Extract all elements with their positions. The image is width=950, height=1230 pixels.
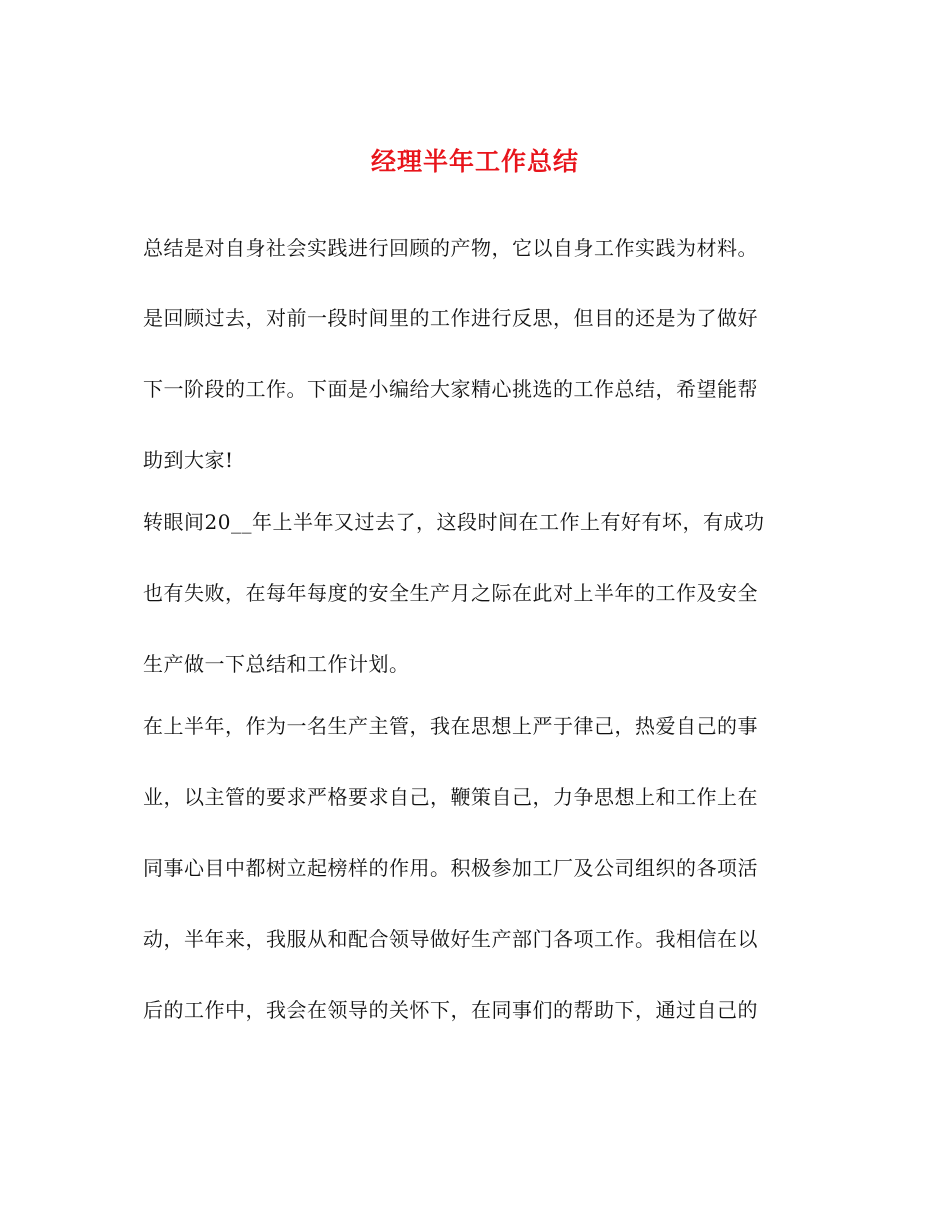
paragraph-line-3: 下一阶段的工作。下面是小编给大家精心挑选的工作总结，希望能帮 [143,377,758,401]
paragraph-line-1: 总结是对自身社会实践进行回顾的产物，它以自身工作实践为材料。 [143,236,758,260]
paragraph-line-11: 动，半年来，我服从和配合领导做好生产部门各项工作。我相信在以 [143,927,758,951]
paragraph-line-8: 在上半年，作为一名生产主管，我在思想上严于律己，热爱自己的事 [143,714,758,738]
paragraph-line-4: 助到大家! [143,448,234,472]
paragraph-line-2: 是回顾过去，对前一段时间里的工作进行反思，但目的还是为了做好 [143,306,758,330]
paragraph-line-12: 后的工作中，我会在领导的关怀下，在同事们的帮助下，通过自己的 [143,998,758,1022]
document-title: 经理半年工作总结 [370,147,579,176]
paragraph-line-6: 也有失败，在每年每度的安全生产月之际在此对上半年的工作及安全 [143,581,758,605]
paragraph-line-10: 同事心目中都树立起榜样的作用。积极参加工厂及公司组织的各项活 [143,856,758,880]
paragraph-line-7: 生产做一下总结和工作计划。 [143,652,410,676]
paragraph-line-9: 业，以主管的要求严格要求自己，鞭策自己，力争思想上和工作上在 [143,785,758,809]
paragraph-line-5: 转眼间20__年上半年又过去了，这段时间在工作上有好有坏，有成功 [143,510,765,534]
